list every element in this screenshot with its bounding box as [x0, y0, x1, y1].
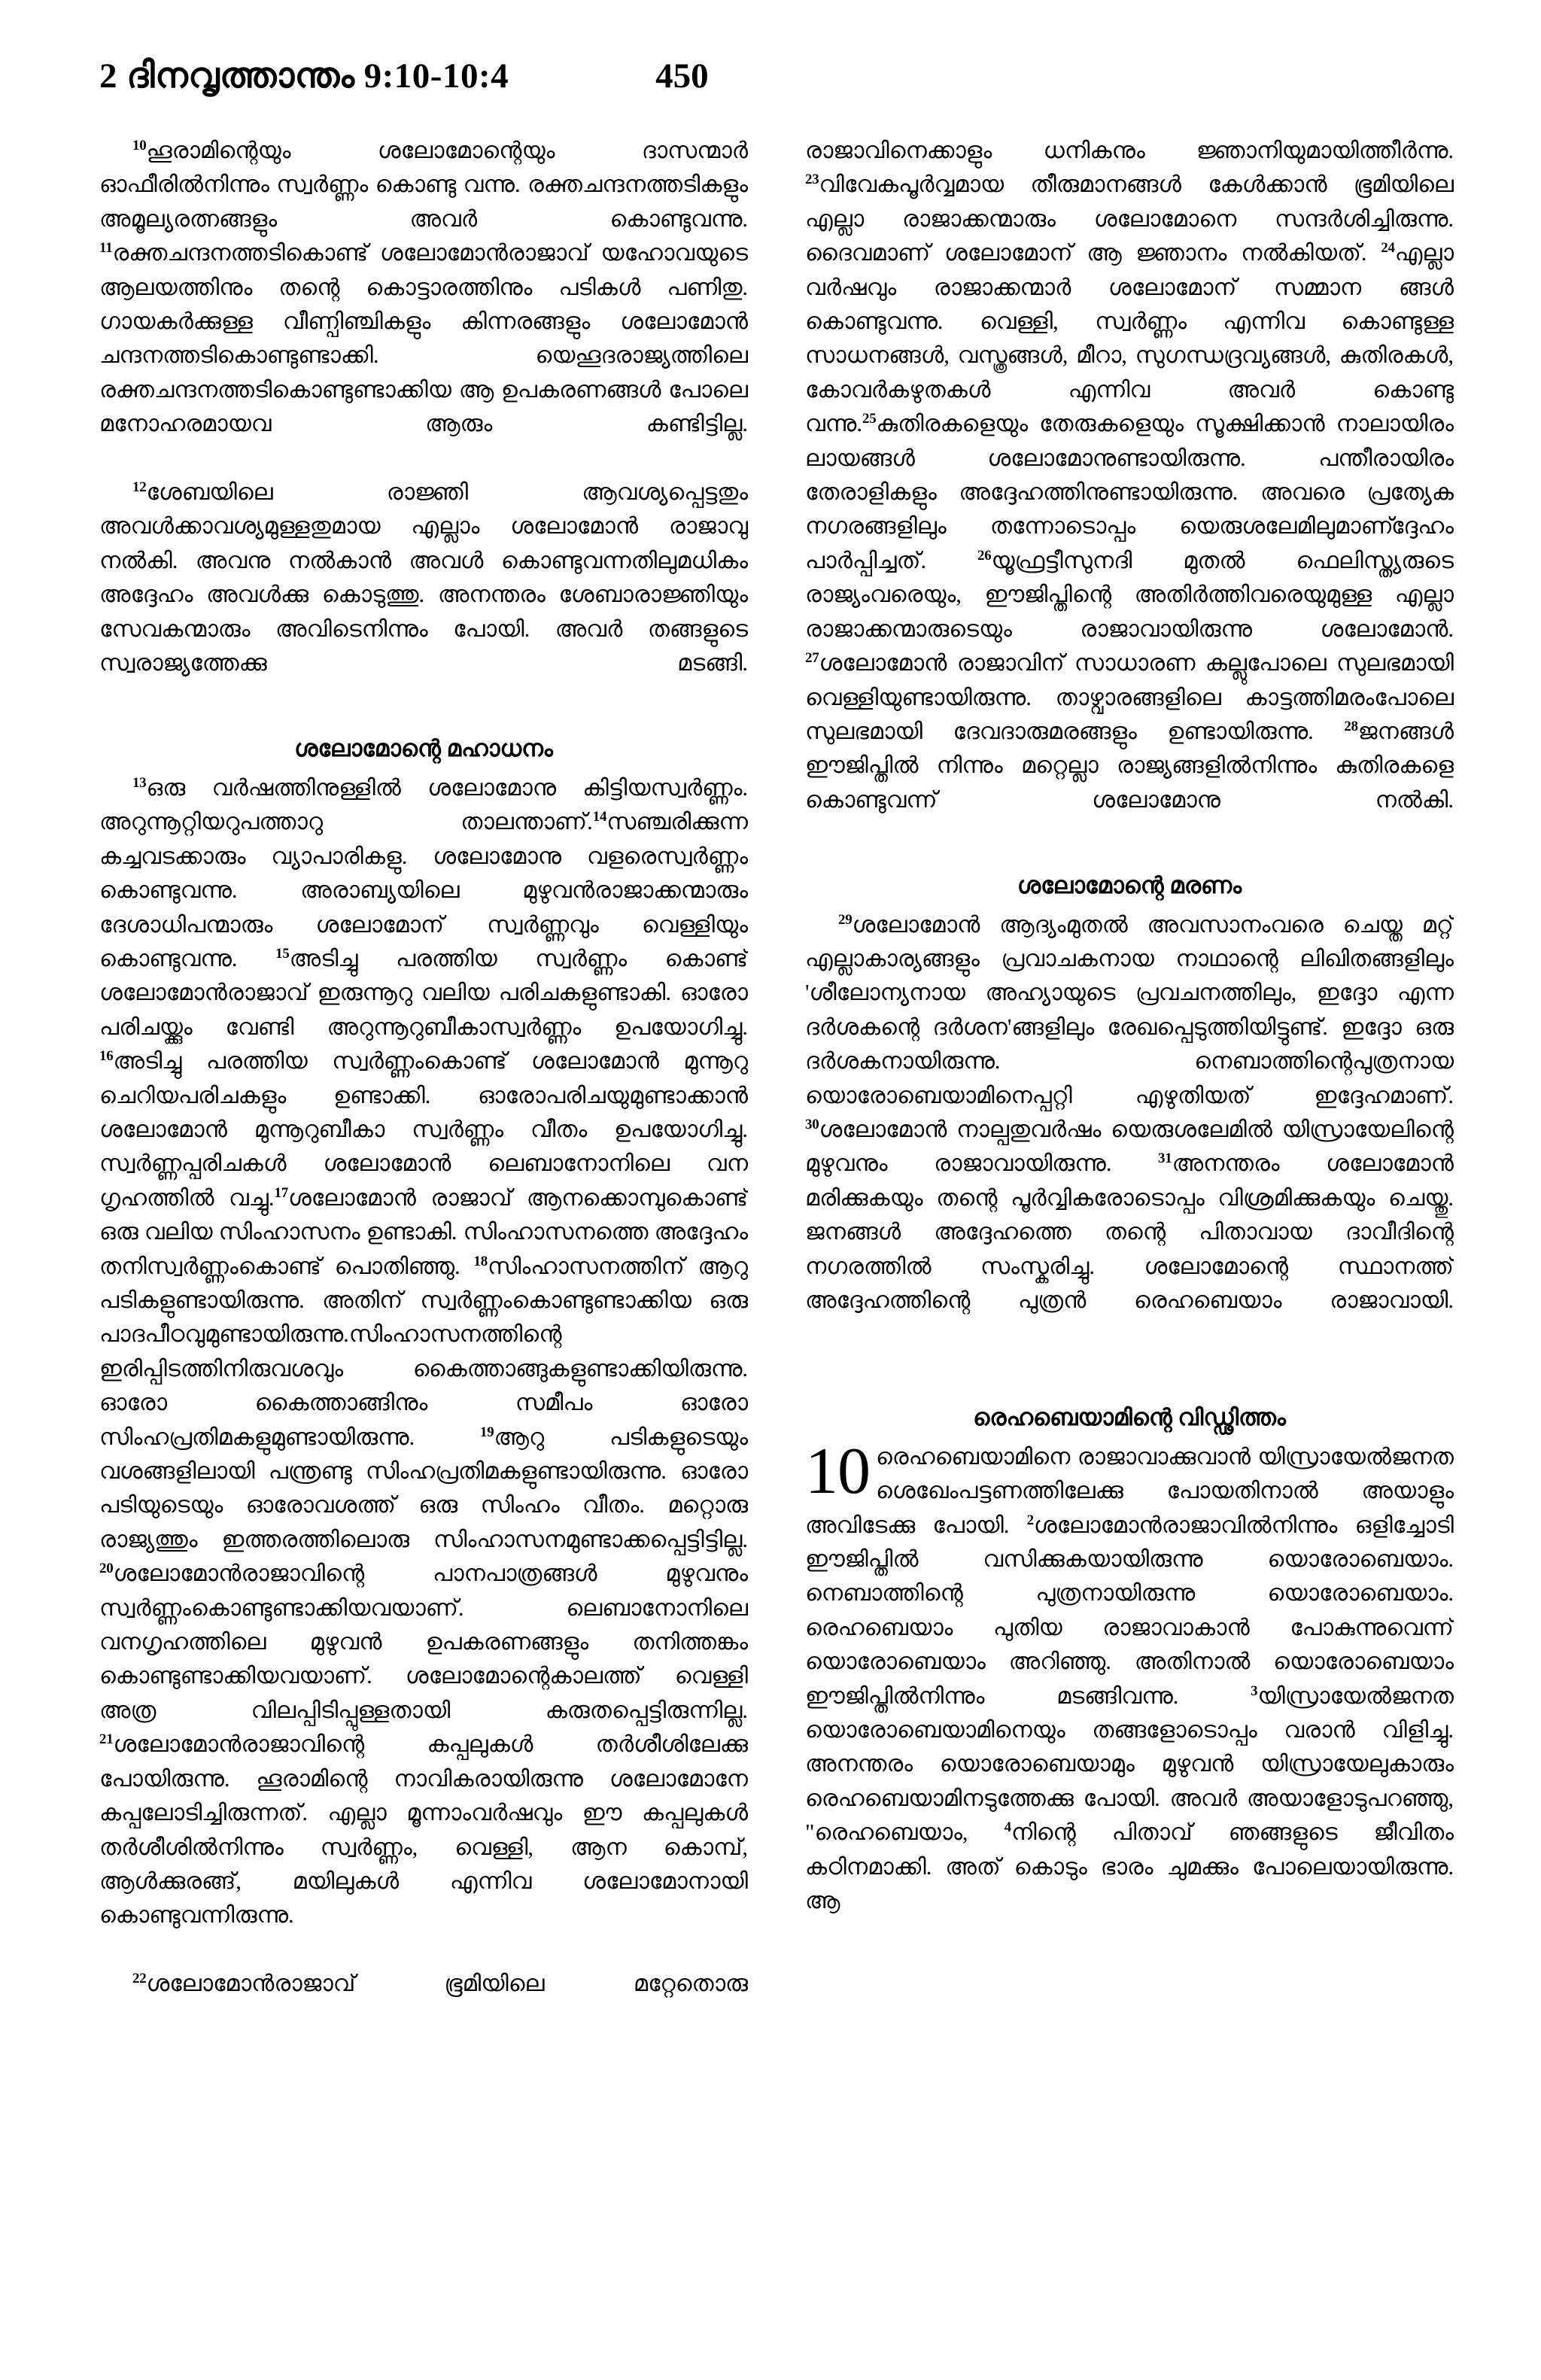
chapter-number-dropcap: 10	[805, 1434, 870, 1508]
chapter-heading-rehoboam-folly: രെഹബെയാമിന്റെ വിഡ്ഢിത്തം	[973, 1403, 1286, 1430]
chapter-10-block	[805, 1434, 1454, 1953]
verse-number: 30	[805, 1116, 819, 1132]
column-right	[805, 134, 1454, 2293]
verse-number: 16	[99, 1048, 114, 1064]
running-head	[99, 56, 1446, 111]
verse-number: 12	[132, 479, 147, 495]
page-number: 450	[655, 56, 709, 96]
verse-number: 15	[275, 945, 290, 962]
verse-number: 25	[862, 411, 877, 427]
verse-number: 21	[99, 1731, 114, 1748]
verse-number: 4	[1004, 1819, 1011, 1836]
running-head-reference: 2 ദിനവൃത്താന്തം 9:10-10:4	[99, 56, 509, 96]
verse-number: 18	[473, 1253, 488, 1269]
paragraph-verse-12: $^{12}$ശേബയിലെ രാജ്ഞി ആവശ്യപ്പെട്ടതും അവൾക്കാവശ്യമുള്ളതുമായ എല്ലാം ശലോമോൻ രാജാവു നൽകി. അവനു നൽകാൻ അവൾ കൊണ്ടുവന്നതിലുമധികം അദ്ദേഹം അവൾക്കു കൊടുത്തു. അനന്തരം ശേബാരാജ്ഞിയും സേവകന്മാരും അവിടെനിന്നും പോയി. അവർ തങ്ങളുടെ സ്വരാജ്യത്തേക്കു മടങ്ങി.	[99, 479, 748, 676]
paragraph-verse-22-continued: രാജാവിനെക്കാളും ധനികനും ജ്ഞാനിയുമായിത്തീർന്നു. $^{23}$വിവേകപൂർവ്വമായ തീരുമാനങ്ങൾ കേൾക്കാൻ ഭൂമിയിലെ എല്ലാ രാജാക്കന്മാരും ശലോമോനെ സന്ദർശിച്ചിരുന്നു. ദൈവമാണ് ശലോമോന് ആ ജ്ഞാനം നൽകിയത്. $^{24}$എല്ലാ വർഷവും രാജാക്കന്മാർ ശലോമോന് സമ്മാന ങ്ങൾ കൊണ്ടുവന്നു. വെള്ളി, സ്വർണ്ണം എന്നിവ കൊണ്ടുള്ള സാധനങ്ങൾ, വസ്ത്രങ്ങൾ, മീറാ, സുഗന്ധദ്രവ്യങ്ങൾ, കുതിരകൾ, കോവർകഴുതകൾ എന്നിവ അവർ കൊണ്ടു വന്നു.$^{25}$കുതിരകളെയും തേരുകളെയും സൂക്ഷിക്കാൻ നാലായിരം ലായങ്ങൾ ശലോമോനുണ്ടായിരുന്നു. പന്തീരായിരം തേരാളികളും അദ്ദേഹത്തിനുണ്ടായിരുന്നു. അവരെ പ്രത്യേക നഗരങ്ങളിലും തന്നോടൊപ്പം യെരുശലേമിലുമാണ്ദ്ദേഹം പാർപ്പിച്ചത്. $^{26}$യൂഫ്രട്ടീസുനദി മുതൽ ഫെലിസ്ത്യരുടെ രാജ്യംവരെയും, ഈജിപ്തിന്റെ അതിർത്തിവരെയുമുള്ള എല്ലാ രാജാക്കന്മാരുടെയും രാജാവായിരുന്നു ശലോമോൻ. $^{27}$ശലോമോൻ രാജാവിന് സാധാരണ കല്ലുപോലെ സുലഭമായി വെള്ളിയുണ്ടായിരുന്നു. താഴ്വാരങ്ങളിലെ കാട്ടത്തിമരംപോലെ സുലഭമായി ദേവദാരുമരങ്ങളും ഉണ്ടായിരുന്നു. $^{28}$ജനങ്ങൾ ഈജിപ്തിൽ നിന്നും മറ്റെല്ലാ രാജ്യങ്ങളിൽനിന്നും കുതിരകളെ കൊണ്ടുവന്ന് ശലോമോനു നൽകി.	[805, 138, 1454, 813]
paragraph-verse-10-11: $^{10}$ഹൂരാമിന്റെയും ശലോമോന്റെയും ദാസന്മാർ ഓഫീരിൽനിന്നും സ്വർണ്ണം കൊണ്ടു വന്നു. രക്തചന്ദനത്തടികളും അമൂല്യരത്നങ്ങളും അവർ കൊണ്ടുവന്നു. $^{11}$രക്തചന്ദനത്തടികൊണ്ട് ശലോമോൻരാജാവ് യഹോവയുടെ ആലയത്തിനും തന്റെ കൊട്ടാരത്തിനും പടികൾ പണിതു. ഗായകർക്കുള്ള വീണ്പിഞ്ചികളും കിന്നരങ്ങളും ശലോമോൻ ചന്ദനത്തടികൊണ്ടുണ്ടാക്കി. യെഹൂദരാജ്യത്തിലെ രക്തചന്ദനത്തടികൊണ്ടുണ്ടാക്കിയ ആ ഉപകരണങ്ങൾ പോലെ മനോഹരമായവ ആരും കണ്ടിട്ടില്ല.	[99, 137, 748, 437]
verse-number: 27	[805, 649, 819, 666]
verse-number: 31	[1158, 1150, 1172, 1167]
verse-number: 23	[805, 172, 819, 188]
verse-number: 24	[1381, 240, 1395, 257]
section-spacer	[805, 1352, 1454, 1378]
verse-number: 19	[480, 1424, 494, 1440]
verse-number: 10	[132, 137, 147, 153]
verse-number: 2	[1026, 1512, 1034, 1528]
section-heading-solomon-wealth: ശലോമോന്റെ മഹാധനം	[294, 734, 553, 761]
verse-number: 13	[132, 774, 147, 791]
body-columns	[99, 134, 1454, 2293]
paragraph-chapter10-verse-1-4: രെഹബെയാമിനെ രാജാവാക്കുവാൻ യിസ്രായേൽജനത ശെഖേംപട്ടണത്തിലേക്കു പോയതിനാൽ അയാളും അവിടേക്കു പോയി. $^2$ശലോമോൻരാജാവിൽനിന്നും ഒളിച്ചോടി ഈജിപ്തിൽ വസിക്കുകയായിരുന്നു യൊരോബെയാം. നെബാത്തിന്റെ പുത്രനായിരുന്നു യൊരോബെയാം. രെഹബെയാം പുതിയ രാജാവാകാൻ പോകുന്നുവെന്ന് യൊരോബെയാം അറിഞ്ഞു. അതിനാൽ യൊരോബെയാം ഈജിപ്തിൽനിന്നും മടങ്ങിവന്നു. $^3$യിസ്രായേൽജനത യൊരോബെയാമിനെയും തങ്ങളോടൊപ്പം വരാൻ വിളിച്ചു. അനന്തരം യൊരോബെയാമും മുഴുവൻ യിസ്രായേലുകാരും രെഹബെയാമിനടുത്തേക്കു പോയി. അവർ അയാളോടുപറഞ്ഞു, "രെഹബെയാം, $^4$നിന്റെ പിതാവ് ഞങ്ങളുടെ ജീവിതം കഠിനമാക്കി. അത് കൊടും ഭാരം ചുമക്കും പോലെയായിരുന്നു. ആ	[805, 1443, 1454, 1914]
column-left	[99, 134, 748, 2293]
paragraph-verse-13-21: $^{13}$ഒരു വർഷത്തിനുള്ളിൽ ശലോമോനു കിട്ടിയസ്വർണ്ണം. അറുന്നൂറ്റിയറുപത്താറു താലന്താണ്.$^{14}$സഞ്ചരിക്കുന്ന കച്ചവടക്കാരും വ്യാപാരികളു. ശലോമോനു വളരെസ്വർണ്ണം കൊണ്ടുവന്നു. അരാബ്യയിലെ മുഴുവൻരാജാക്കന്മാരും ദേശാധിപന്മാരും ശലോമോന് സ്വർണ്ണവും വെള്ളിയും കൊണ്ടുവന്നു. $^{15}$അടിച്ചു പരത്തിയ സ്വർണ്ണം കൊണ്ട് ശലോമോൻരാജാവ് ഇരുന്നൂറു വലിയ പരിചകളുണ്ടാകി. ഓരോ പരിചയ്ക്കും വേണ്ടി അറുന്നൂറുബീകാസ്വർണ്ണം ഉപയോഗിച്ചു. $^{16}$അടിച്ചു പരത്തിയ സ്വർണ്ണംകൊണ്ട് ശലോമോൻ മുന്നൂറു ചെറിയപരിചകളും ഉണ്ടാക്കി. ഓരോപരിചയുമുണ്ടാക്കാൻ ശലോമോൻ മുന്നൂറുബീകാ സ്വർണ്ണം വീതം ഉപയോഗിച്ചു. സ്വർണ്ണപ്പരിചകൾ ശലോമോൻ ലെബാനോനിലെ വന ഗൃഹത്തിൽ വച്ചു.$^{17}$ശലോമോൻ രാജാവ് ആനക്കൊമ്പുകൊണ്ട് ഒരു വലിയ സിംഹാസനം ഉണ്ടാകി. സിംഹാസനത്തെ അദ്ദേഹം തനിസ്വർണ്ണംകൊണ്ട് പൊതിഞ്ഞു. $^{18}$സിംഹാസനത്തിന് ആറു പടികളുണ്ടായിരുന്നു. അതിന് സ്വർണ്ണംകൊണ്ടുണ്ടാക്കിയ ഒരു പാദപീഠവുമുണ്ടായിരുന്നു.സിംഹാസനത്തിന്റെ ഇരിപ്പിടത്തിനിരുവശവും കൈത്താങ്ങുകളുണ്ടാക്കിയിരുന്നു. ഓരോ കൈത്താങ്ങിനും സമീപം ഓരോ സിംഹപ്രതിമകളുമുണ്ടായിരുന്നു. $^{19}$ആറു പടികളുടെയും വശങ്ങളിലായി പന്ത്രണ്ടു സിംഹപ്രതിമകളുണ്ടായിരുന്നു. ഓരോ പടിയുടെയും ഓരോവശത്ത് ഒരു സിംഹം വീതം. മറ്റൊരു രാജ്യത്തും ഇത്തരത്തിലൊരു സിംഹാസനമുണ്ടാക്കപ്പെട്ടിട്ടില്ല. $^{20}$ശലോമോൻരാജാവിന്റെ പാനപാത്രങ്ങൾ മുഴുവനും സ്വർണ്ണംകൊണ്ടുണ്ടാക്കിയവയാണ്. ലെബാനോനിലെ വനഗൃഹത്തിലെ മുഴുവൻ ഉപകരണങ്ങളും തനിത്തങ്കം കൊണ്ടുണ്ടാക്കിയവയാണ്. ശലോമോന്റെകാലത്ത് വെള്ളി അത്ര വിലപ്പിടിപ്പുള്ളതായി കരുതപ്പെട്ടിരുന്നില്ല. $^{21}$ശലോമോൻരാജാവിന്റെ കപ്പലുകൾ തർശീശിലേക്കു പോയിരുന്നു. ഹൂരാമിന്റെ നാവികരായിരുന്നു ശലോമോനേ കപ്പലോടിച്ചിരുന്നത്. എല്ലാ മൂന്നാംവർഷവും ഈ കപ്പലുകൾ തർശീശിൽനിന്നും സ്വർണ്ണം, വെള്ളി, ആന കൊമ്പ്, ആൾക്കുരങ്ങ്, മയിലുകൾ എന്നിവ ശലോമോനായി കൊണ്ടുവന്നിരുന്നു.	[99, 774, 748, 1929]
paragraph-verse-29-31: $^{29}$ശലോമോൻ ആദ്യംമുതൽ അവസാനംവരെ ചെയ്ത മറ്റ് എല്ലാകാര്യങ്ങളും പ്രവാചകനായ നാഥാന്റെ ലിഖിതങ്ങളിലും 'ശീലോന്യനായ അഹ്യായുടെ പ്രവചനത്തിലും, ഇദ്ദോ എന്ന ദർശകന്റെ ദർശന'ങ്ങളിലും രേഖപ്പെടുത്തിയിട്ടുണ്ട്. ഇദ്ദോ ഒരു ദർശകനായിരുന്നു. നെബാത്തിന്റെപുത്രനായ യൊരോബെയാമിനെപ്പറ്റി എഴുതിയത് ഇദ്ദേഹമാണ്. $^{30}$ശലോമോൻ നാല്പതുവർഷം യെരുശലേമിൽ യിസ്രായേലിന്റെ മുഴുവനും രാജാവായിരുന്നു. $^{31}$അനന്തരം ശലോമോൻ മരിക്കുകയും തന്റെ പൂർവ്വികരോടൊപ്പം വിശ്രമിക്കുകയും ചെയ്തു. ജനങ്ങൾ അദ്ദേഹത്തെ തന്റെ പിതാവായ ദാവീദിന്റെ നഗരത്തിൽ സംസ്കരിച്ചു. ശലോമോന്റെ സ്ഥാനത്ത് അദ്ദേഹത്തിന്റെ പുത്രൻ രെഹബെയാം രാജാവായി.	[805, 911, 1454, 1313]
verse-number: 22	[132, 1970, 147, 1986]
verse-number: 28	[1344, 718, 1358, 734]
verse-number: 20	[99, 1561, 114, 1577]
verse-number: 14	[592, 809, 607, 825]
verse-number: 11	[99, 240, 113, 257]
verse-number: 17	[274, 1184, 289, 1201]
verse-number: 3	[1251, 1682, 1258, 1699]
verse-number: 29	[838, 911, 853, 928]
paragraph-verse-22-start: $^{22}$ശലോമോൻരാജാവ് ഭൂമിയിലെ മറ്റേതൊരു	[132, 1970, 748, 1997]
section-heading-solomon-death: ശലോമോന്റെ മരണം	[1017, 871, 1242, 898]
verse-number: 26	[977, 547, 992, 564]
